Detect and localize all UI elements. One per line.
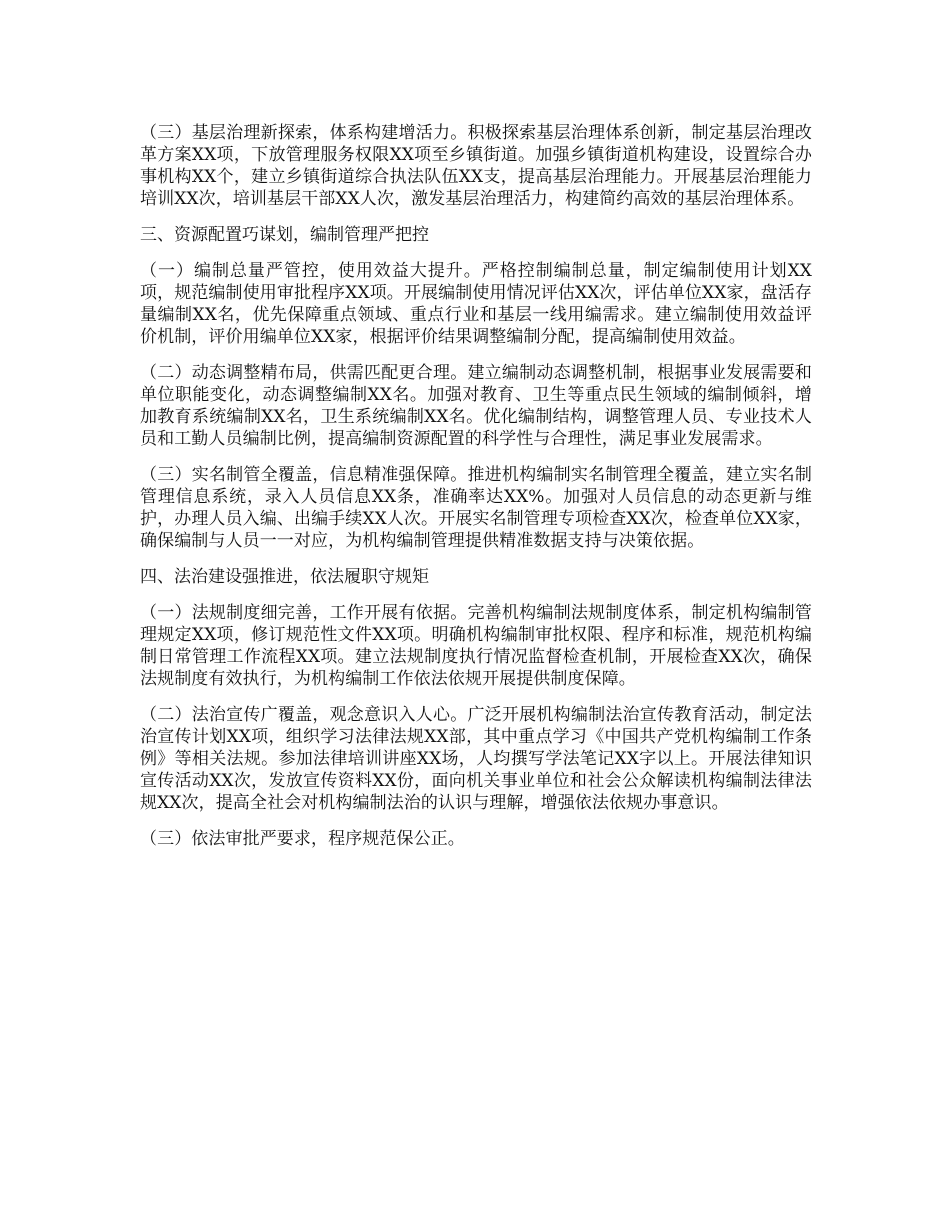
paragraph-staffing-total-control: （一）编制总量严管控，使用效益大提升。严格控制编制总量，制定编制使用计划XX项，规范编制使用审批程序XX项。开展编制使用情况评估XX次，评估单位XX家，盘活存量编制XX名，优先保障重点领域、重点行业和基层一线用编需求。建立编制使用效益评价机制，评价用编单位XX家，根据评价结果调整编制分配，提高编制使用效益。 [140, 261, 812, 347]
section-heading-resource-allocation: 三、资源配置巧谋划，编制管理严把控 [140, 225, 429, 245]
paragraph-regulations-system: （一）法规制度细完善，工作开展有依据。完善机构编制法规制度体系，制定机构编制管理规定XX项，修订规范性文件XX项。明确机构编制审批权限、程序和标准，规范机构编制日常管理工作流程XX项。建立法规制度执行情况监督检查机制，开展检查XX次，确保法规制度有效执行，为机构编制工作依法依规开展提供制度保障。 [140, 603, 812, 689]
paragraph-real-name-management: （三）实名制管全覆盖，信息精准强保障。推进机构编制实名制管理全覆盖，建立实名制管理信息系统，录入人员信息XX条，准确率达XX%。加强对人员信息的动态更新与维护，办理人员入编、出编手续XX人次。开展实名制管理专项检查XX次，检查单位XX家，确保编制与人员一一对应，为机构编制管理提供精准数据支持与决策依据。 [140, 465, 812, 551]
paragraph-lawful-approval: （三）依法审批严要求，程序规范保公正。 [140, 829, 465, 849]
section-heading-rule-of-law: 四、法治建设强推进，依法履职守规矩 [140, 567, 429, 587]
paragraph-legal-publicity: （二）法治宣传广覆盖，观念意识入人心。广泛开展机构编制法治宣传教育活动，制定法治宣传计划XX项，组织学习法律法规XX部，其中重点学习《中国共产党机构编制工作条例》等相关法规。参加法律培训讲座XX场，人均撰写学法笔记XX字以上。开展法律知识宣传活动XX次，发放宣传资料XX份，面向机关事业单位和社会公众解读机构编制法律法规XX次，提高全社会对机构编制法治的认识与理解，增强依法依规办事意识。 [140, 705, 812, 813]
paragraph-dynamic-adjustment: （二）动态调整精布局，供需匹配更合理。建立编制动态调整机制，根据事业发展需要和单位职能变化，动态调整编制XX名。加强对教育、卫生等重点民生领域的编制倾斜，增加教育系统编制XX名，卫生系统编制XX名。优化编制结构，调整管理人员、专业技术人员和工勤人员编制比例，提高编制资源配置的科学性与合理性，满足事业发展需求。 [140, 363, 812, 449]
document-page [140, 122, 812, 864]
paragraph-grassroots-governance: （三）基层治理新探索，体系构建增活力。积极探索基层治理体系创新，制定基层治理改革方案XX项，下放管理服务权限XX项至乡镇街道。加强乡镇街道机构建设，设置综合办事机构XX个，建立乡镇街道综合执法队伍XX支，提高基层治理能力。开展基层治理能力培训XX次，培训基层干部XX人次，激发基层治理活力，构建简约高效的基层治理体系。 [140, 123, 812, 209]
